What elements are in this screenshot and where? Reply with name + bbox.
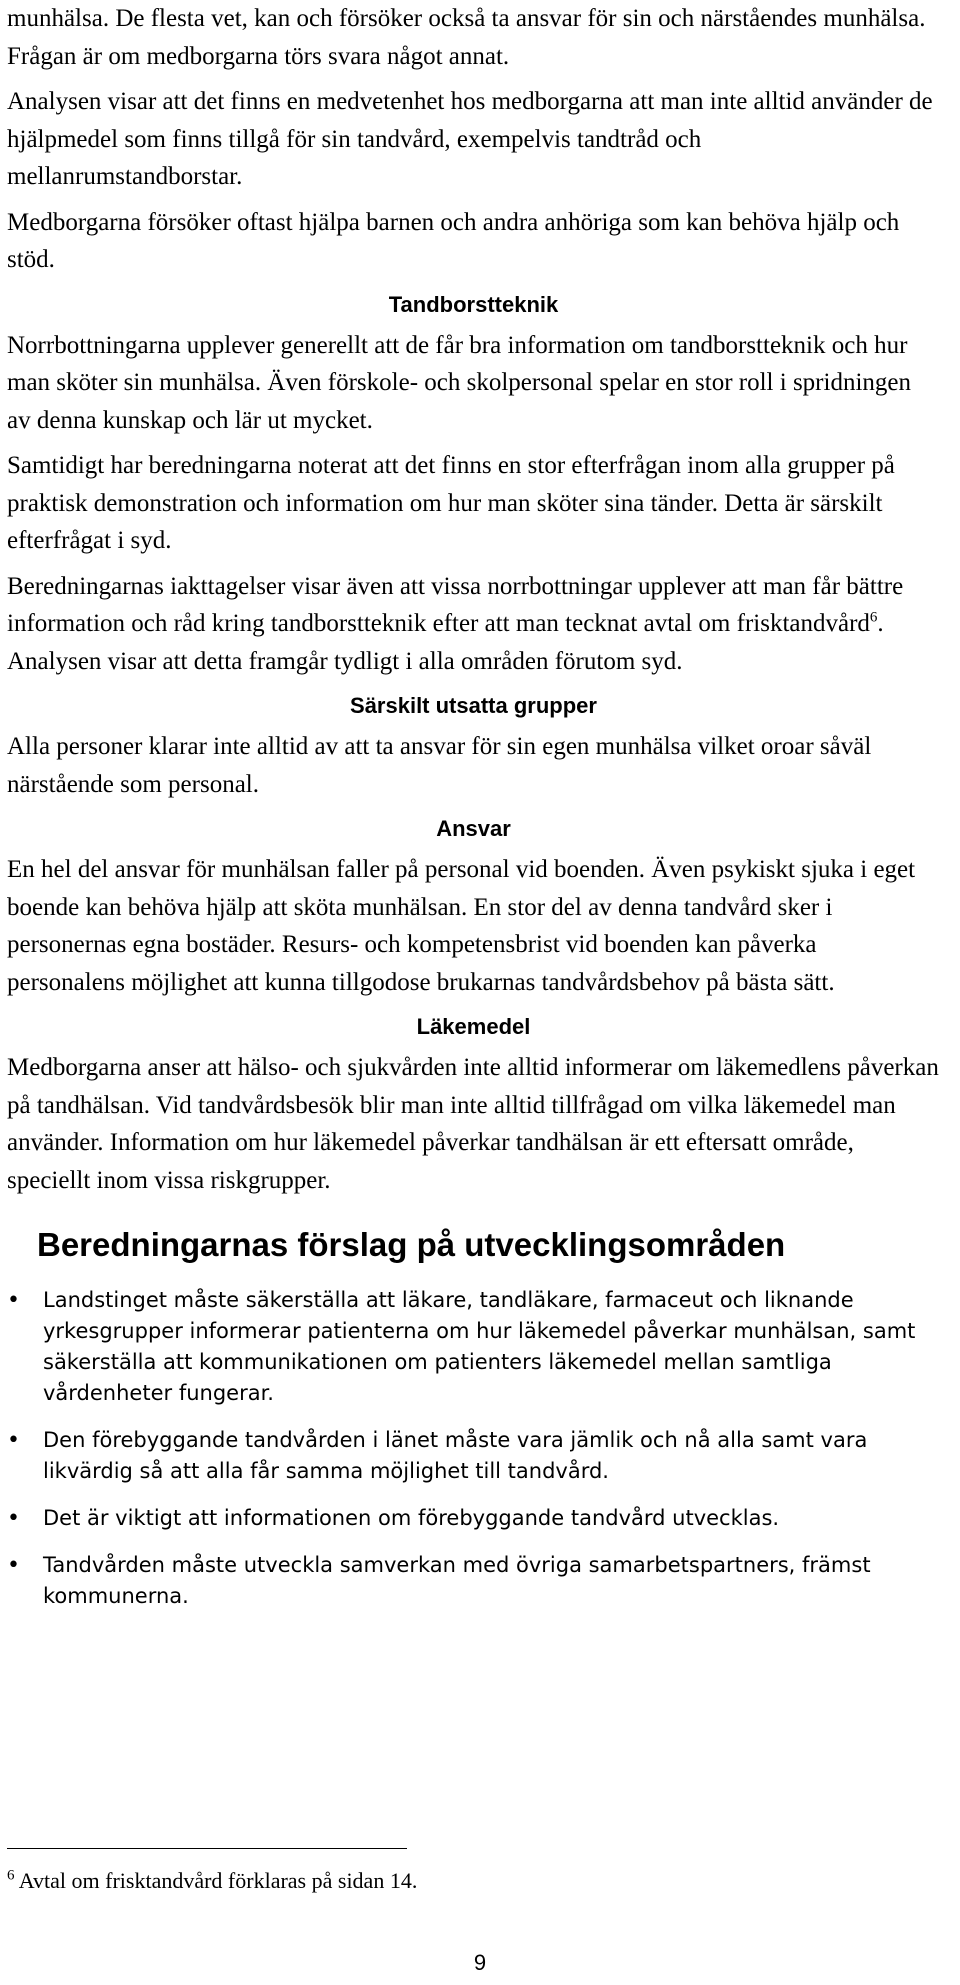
bullet-icon: • [7,1506,20,1531]
paragraph-demonstration: Samtidigt har beredningarna noterat att det finns en stor efterfrågan inom alla grupper på praktisk demonstration och information om hur man sköter sina tänder. Detta är särskilt efterfrågat i syd. [7,452,895,554]
list-item-text: Det är viktigt att informationen om förebyggande tandvård utvecklas. [43,1506,780,1530]
bullet-icon: • [7,1428,20,1453]
list-item [7,1285,940,1409]
list-item [7,1550,940,1612]
paragraph-information: Norrbottningarna upplever generellt att de får bra information om tandborstteknik och hur man sköter sin munhälsa. Även förskole- och skolpersonal spelar en stor roll i spridningen av denna kunskap och lär ut mycket. [7,331,911,434]
paragraph-frisktandvard-part2: . Analysen visar att detta framgår tydligt i alla områden förutom syd. [7,610,884,675]
paragraph-analysis-aids: Analysen visar att det finns en medvetenhet hos medborgarna att man inte alltid använder de hjälpmedel som finns tillgå för sin tandvård, exempelvis tandtråd och mellanrumstandborstar. [7,88,933,190]
paragraph-frisktandvard-part1: Beredningarnas iakttagelser visar även att vissa norrbottningar upplever att man får bättre information och råd kring tandborstteknik efter att man tecknat avtal om frisktandvård [7,572,904,637]
list-item-text: Landstinget måste säkerställa att läkare, tandläkare, farmaceut och liknande yrkesgrupper informerar patienterna om hur läkemedel påverkar munhälsan, samt säkerställa att kommunikationen om patienters läkemedel mellan samtliga vårdenheter fungerar. [43,1288,916,1405]
list-item [7,1425,940,1487]
list-item-text: Tandvården måste utveckla samverkan med övriga samarbetspartners, främst kommunerna. [43,1553,871,1608]
paragraph-responsibility: En hel del ansvar för munhälsan faller på personal vid boenden. Även psykiskt sjuka i eget boende kan behöva hjälp att sköta munhälsan. En stor del av denna tandvård sker i personernas egna bostäder. Resurs- och kompetensbrist vid boenden kan påverka personalens möjlighet att kunna tillgodose brukarnas tandvårdsbehov på bästa sätt. [7,856,916,996]
bullet-icon: • [7,1553,20,1578]
heading-proposals: Beredningarnas förslag på utvecklingsområden [37,1226,786,1263]
list-item [7,1503,940,1534]
heading-lakemedel: Läkemedel [416,1014,531,1039]
paragraph-frisktandvard [7,568,940,681]
footnote [7,1866,417,1896]
footnote-text: Avtal om frisktandvård förklaras på sidan 14. [14,1868,418,1893]
paragraph-vulnerable: Alla personer klarar inte alltid av att ta ansvar för sin egen munhälsa vilket oroar såväl närstående som personal. [7,733,872,798]
proposals-list [7,1285,940,1612]
footnote-marker: 6 [7,1867,15,1884]
paragraph-intro: munhälsa. De flesta vet, kan och försöker också ta ansvar för sin och närståendes munhälsa. Frågan är om medborgarna törs svara något annat. [7,5,926,70]
footnote-reference: 6 [869,609,878,626]
bullet-icon: • [7,1288,20,1313]
heading-sarskilt-utsatta-grupper: Särskilt utsatta grupper [350,693,597,718]
page-number: 9 [473,1950,487,1975]
heading-ansvar: Ansvar [436,816,511,841]
paragraph-help-relatives: Medborgarna försöker oftast hjälpa barnen och andra anhöriga som kan behöva hjälp och stöd. [7,208,900,273]
footnote-divider [7,1848,407,1849]
paragraph-medication: Medborgarna anser att hälso- och sjukvården inte alltid informerar om läkemedlens påverkan på tandhälsan. Vid tandvårdsbesök blir man inte alltid tillfrågad om vilka läkemedel man använder. Information om hur läkemedel påverkar tandhälsan är ett eftersatt område, speciellt inom vissa riskgrupper. [7,1054,939,1194]
heading-tandborstteknik: Tandborstteknik [388,291,559,317]
list-item-text: Den förebyggande tandvården i länet måste vara jämlik och nå alla samt vara likvärdig så att alla får samma möjlighet till tandvård. [43,1428,868,1483]
